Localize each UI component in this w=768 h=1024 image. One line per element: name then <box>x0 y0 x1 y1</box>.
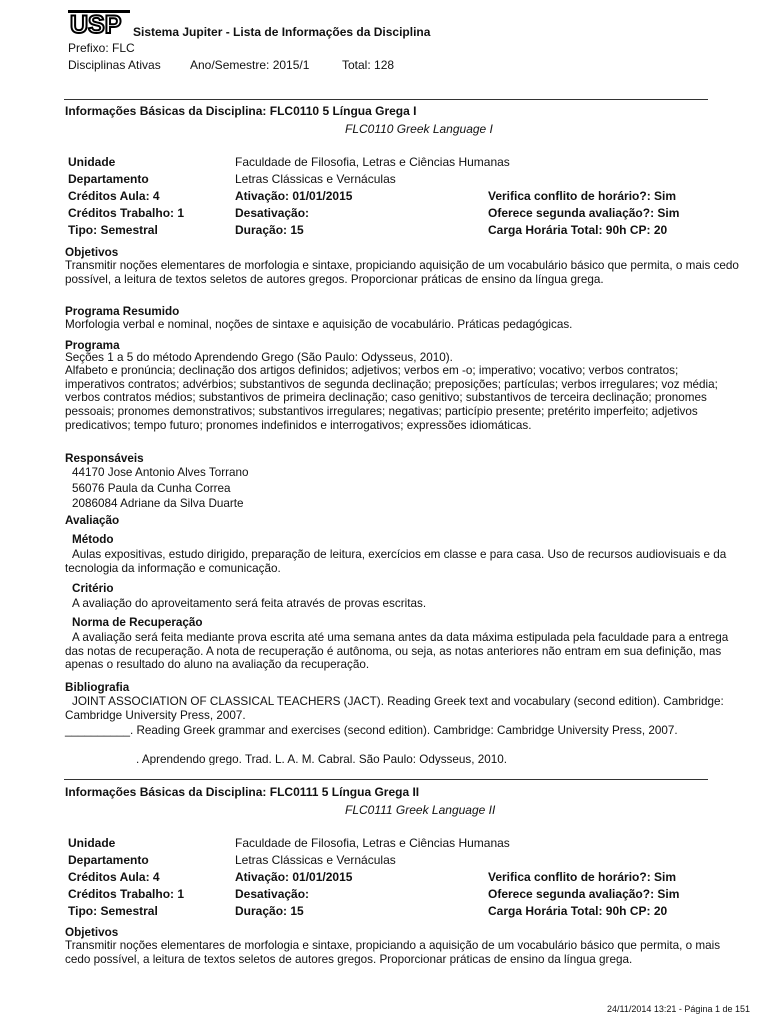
divider <box>64 99 708 100</box>
credits-work: Créditos Trabalho: 1 <box>68 206 185 220</box>
info-labels <box>68 835 184 920</box>
course-heading: Informações Básicas da Disciplina: FLC0110 5 Língua Grega I <box>65 104 417 118</box>
course-english-title: FLC0111 Greek Language II <box>345 803 496 817</box>
recovery-text: A avaliação será feita mediante prova escrita até uma semana antes da data máxima estipulada pela faculdade para a entrega das notas de recuperação. A nota de recuperação é autônoma, ou seja, as notas anteriores não entram em sua definição, mas apenas o resultado do aluno na avaliação da recuperação. <box>65 631 729 672</box>
divider <box>64 779 708 780</box>
course-english-title: FLC0110 Greek Language I <box>345 122 493 136</box>
dept-label: Departamento <box>68 172 149 186</box>
info-values <box>235 835 510 920</box>
objectives-text: Transmitir noções elementares de morfologia e sintaxe, propiciando aquisição de um vocabulário básico que permita, o mais cedo possível, a leitura de textos seletos de autores gregos. Proporcionar práticas de ensino da língua grega. <box>65 259 739 286</box>
type: Tipo: Semestral <box>68 223 158 237</box>
usp-logo <box>68 8 130 36</box>
duration: Duração: 15 <box>235 904 304 918</box>
dept-value: Letras Clássicas e Vernáculas <box>235 853 396 867</box>
criterion-title: Critério <box>72 582 114 595</box>
activation: Ativação: 01/01/2015 <box>235 189 353 203</box>
second-evaluation: Oferece segunda avaliação?: Sim <box>488 887 680 901</box>
dept-value: Letras Clássicas e Vernáculas <box>235 172 396 186</box>
page-footer: 24/11/2014 13:21 - Página 1 de 151 <box>607 1004 750 1014</box>
total-hours: Carga Horária Total: 90h CP: 20 <box>488 904 668 918</box>
type: Tipo: Semestral <box>68 904 158 918</box>
prefix: Prefixo: FLC <box>68 41 135 55</box>
period: Ano/Semestre: 2015/1 <box>190 58 310 72</box>
bibliography-item: __________. Reading Greek grammar and exercises (second edition). Cambridge: Cambridge University Press, 2007. <box>65 724 678 737</box>
responsible-item: 56076 Paula da Cunha Correa <box>72 481 231 495</box>
bibliography-title: Bibliografia <box>65 681 130 694</box>
info-extra <box>488 869 679 920</box>
objectives-title: Objetivos <box>65 246 119 259</box>
course-heading: Informações Básicas da Disciplina: FLC0111 5 Língua Grega II <box>65 785 420 799</box>
logo-text: USP <box>70 11 122 36</box>
recovery-title: Norma de Recuperação <box>72 616 203 629</box>
dept-label: Departamento <box>68 853 149 867</box>
credits-class: Créditos Aula: 4 <box>68 870 160 884</box>
duration: Duração: 15 <box>235 223 304 237</box>
schedule-conflict: Verifica conflito de horário?: Sim <box>488 189 677 203</box>
objectives-title: Objetivos <box>65 926 119 939</box>
method-title: Método <box>72 533 114 546</box>
schedule-conflict: Verifica conflito de horário?: Sim <box>488 870 677 884</box>
credits-class: Créditos Aula: 4 <box>68 189 160 203</box>
responsibles-title: Responsáveis <box>65 452 144 465</box>
total: Total: 128 <box>342 58 395 72</box>
responsible-item: 44170 Jose Antonio Alves Torrano <box>72 466 249 479</box>
page-title: Sistema Jupiter - Lista de Informações da Disciplina <box>133 25 431 39</box>
objectives-text: Transmitir noções elementares de morfologia e sintaxe, propiciando a aquisição de um vocabulário básico que permita, o mais cedo possível, a leitura de textos seletos de autores gregos. Proporcionar práticas de ensino da língua grega. <box>65 939 721 966</box>
summary-text: Morfologia verbal e nominal, noções de sintaxe e aquisição de vocabulário. Práticas pedagógicas. <box>65 318 573 331</box>
unit-value: Faculdade de Filosofia, Letras e Ciências Humanas <box>235 155 510 169</box>
total-hours: Carga Horária Total: 90h CP: 20 <box>488 223 668 237</box>
summary-title: Programa Resumido <box>65 305 180 318</box>
bibliography-item: . Aprendendo grego. Trad. L. A. M. Cabral. São Paulo: Odysseus, 2010. <box>136 753 507 765</box>
info-labels <box>68 154 184 239</box>
responsible-item: 2086084 Adriane da Silva Duarte <box>72 497 244 510</box>
unit-label: Unidade <box>68 155 116 169</box>
criterion-text: A avaliação do aproveitamento será feita através de provas escritas. <box>72 597 427 610</box>
program-text: Alfabeto e pronúncia; declinação dos artigos definidos; adjetivos; verbos em -o; imperativo; vocativo; verbos contratos; imperativos contratos; advérbios; substantivos de segunda declinação; preposições; partículas; verbos irregulares; voz média; verbos contratos médios; substantivos de primeira declinação; caso genitivo; substantivos de terceira declinação; pronomes pessoais; pronomes demonstrativos; substantivos irregulares; negativas; particípio presente; pretérito imperfeito; adjetivos predicativos; tempo futuro; pronomes indefinidos e interrogativos; expressões idiomáticas. <box>65 364 718 432</box>
bibliography-item: JOINT ASSOCIATION OF CLASSICAL TEACHERS (JACT). Reading Greek text and vocabulary (second edition). Cambridge: Cambridge University Press, 2007. <box>65 695 724 722</box>
info-values <box>235 154 510 239</box>
deactivation: Desativação: <box>235 206 310 220</box>
info-extra <box>488 188 679 239</box>
evaluation-title: Avaliação <box>65 514 120 527</box>
second-evaluation: Oferece segunda avaliação?: Sim <box>488 206 680 220</box>
program-title: Programa <box>65 339 120 352</box>
unit-label: Unidade <box>68 836 116 850</box>
activation: Ativação: 01/01/2015 <box>235 870 353 884</box>
credits-work: Créditos Trabalho: 1 <box>68 887 185 901</box>
active-label: Disciplinas Ativas <box>68 58 161 72</box>
method-text: Aulas expositivas, estudo dirigido, preparação de leitura, exercícios em classe e para casa. Uso de recursos audiovisuais e da tecnologia da informação e comunicação. <box>65 548 727 575</box>
program-intro: Seções 1 a 5 do método Aprendendo Grego (São Paulo: Odysseus, 2010). <box>65 351 453 364</box>
responsibles-list <box>72 465 249 512</box>
deactivation: Desativação: <box>235 887 310 901</box>
unit-value: Faculdade de Filosofia, Letras e Ciências Humanas <box>235 836 510 850</box>
